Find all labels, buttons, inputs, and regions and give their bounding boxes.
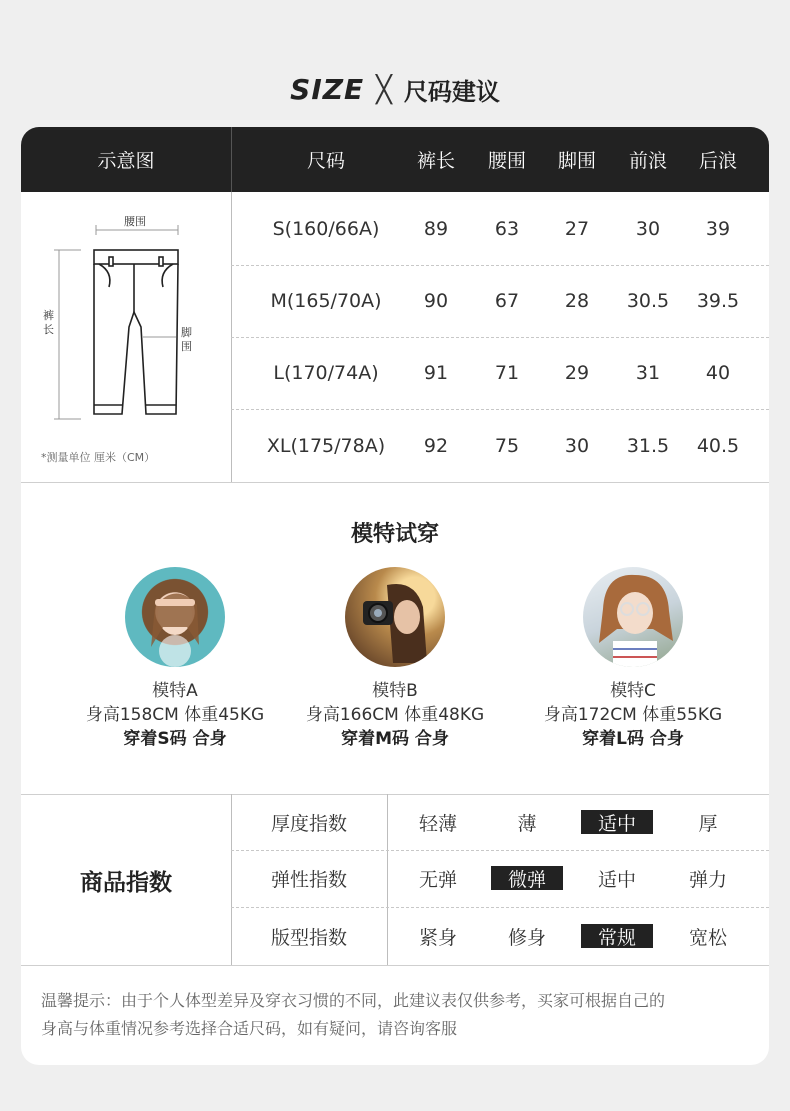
thickness-label: 厚度指数 [270, 812, 347, 835]
header-length: 裤长 [416, 150, 455, 172]
fit-option-regular: 常规 [581, 924, 653, 948]
length-cell: 90 [423, 290, 449, 312]
model-card-c [523, 567, 743, 751]
models-title: 模特试穿 [350, 522, 439, 547]
cross-icon: ╳ [376, 74, 392, 105]
tip-line-2: 身高与体重情况参考选择合适尺码，如有疑问，请咨询客服 [41, 1019, 458, 1038]
thickness-option-thick: 厚 [698, 812, 718, 835]
fit-label: 版型指数 [270, 926, 347, 949]
length-cell: 92 [423, 434, 449, 457]
elasticity-option-slight: 微弹 [491, 866, 563, 890]
size-tip [41, 987, 751, 1043]
model-stats: 身高166CM 体重48KG [305, 705, 485, 725]
size-guide-title: 尺码建议 [403, 78, 500, 106]
waist-cell: 75 [494, 434, 520, 457]
header-waist: 腰围 [487, 150, 526, 172]
back-rise-cell: 40 [705, 362, 731, 384]
elasticity-option-stretch: 弹力 [688, 868, 727, 891]
front-rise-cell: 31.5 [626, 434, 670, 457]
section-divider [21, 482, 769, 483]
length-cell: 91 [423, 362, 449, 384]
model-card-a [65, 567, 285, 751]
size-cell: M(165/70A) [270, 290, 382, 312]
page-title [0, 72, 790, 107]
diagram-length-label-1: 裤 [43, 309, 54, 322]
measure-unit-note: *测量单位 厘米（CM） [41, 451, 156, 464]
tip-line-1: 温馨提示：由于个人体型差异及穿衣习惯的不同，此建议表仅供参考，买家可根据自己的 [41, 991, 666, 1010]
pants-diagram [21, 192, 231, 482]
header-back-rise: 后浪 [698, 150, 737, 172]
model-fit: 穿着M码 合身 [341, 729, 449, 749]
model-name: 模特B [372, 681, 418, 701]
diagram-waist-label: 腰围 [124, 215, 146, 228]
front-rise-cell: 30.5 [626, 290, 670, 312]
back-rise-cell: 40.5 [696, 434, 740, 457]
diagram-hem-label-2: 围 [181, 340, 192, 353]
fit-option-tight: 紧身 [418, 926, 457, 949]
model-card-b [285, 567, 505, 751]
waist-cell: 63 [494, 217, 520, 240]
divider [387, 794, 388, 965]
model-stats: 身高172CM 体重55KG [543, 705, 723, 725]
size-cell: S(160/66A) [272, 217, 380, 240]
model-name: 模特C [610, 681, 656, 701]
front-rise-cell: 30 [635, 217, 661, 240]
product-index-title: 商品指数 [80, 869, 172, 896]
avatar [125, 567, 225, 667]
length-cell: 89 [423, 217, 449, 240]
header-size: 尺码 [306, 150, 345, 172]
header-diagram: 示意图 [97, 150, 155, 172]
hem-cell: 28 [564, 290, 590, 312]
thickness-option-light: 轻薄 [418, 812, 457, 835]
divider [231, 127, 232, 192]
diagram-length-label-2: 长 [43, 323, 54, 336]
hem-cell: 27 [564, 217, 590, 240]
waist-cell: 67 [494, 290, 520, 312]
hem-cell: 30 [564, 434, 590, 457]
model-stats: 身高158CM 体重45KG [85, 705, 265, 725]
header-hem: 脚围 [557, 150, 596, 172]
size-cell: XL(175/78A) [266, 434, 386, 457]
thickness-option-thin: 薄 [517, 812, 537, 835]
header-front-rise: 前浪 [628, 150, 667, 172]
waist-cell: 71 [494, 362, 520, 384]
thickness-option-medium: 适中 [581, 810, 653, 834]
model-name: 模特A [152, 681, 198, 701]
avatar [583, 567, 683, 667]
model-fit: 穿着S码 合身 [123, 729, 227, 749]
table-header [21, 127, 769, 192]
size-card [21, 127, 769, 1065]
section-divider [21, 965, 769, 966]
model-fit: 穿着L码 合身 [582, 729, 684, 749]
elasticity-option-medium: 适中 [597, 868, 636, 891]
avatar [345, 567, 445, 667]
size-cell: L(170/74A) [273, 362, 379, 384]
back-rise-cell: 39 [705, 217, 731, 240]
fit-option-slim: 修身 [507, 926, 546, 949]
elasticity-option-none: 无弹 [418, 868, 457, 891]
size-word: SIZE [290, 73, 365, 106]
elasticity-label: 弹性指数 [270, 869, 347, 891]
back-rise-cell: 39.5 [696, 290, 740, 312]
pants-outline-icon [21, 192, 231, 482]
front-rise-cell: 31 [635, 362, 661, 384]
diagram-hem-label-1: 脚 [181, 326, 192, 339]
hem-cell: 29 [564, 362, 590, 384]
fit-option-loose: 宽松 [688, 926, 727, 949]
